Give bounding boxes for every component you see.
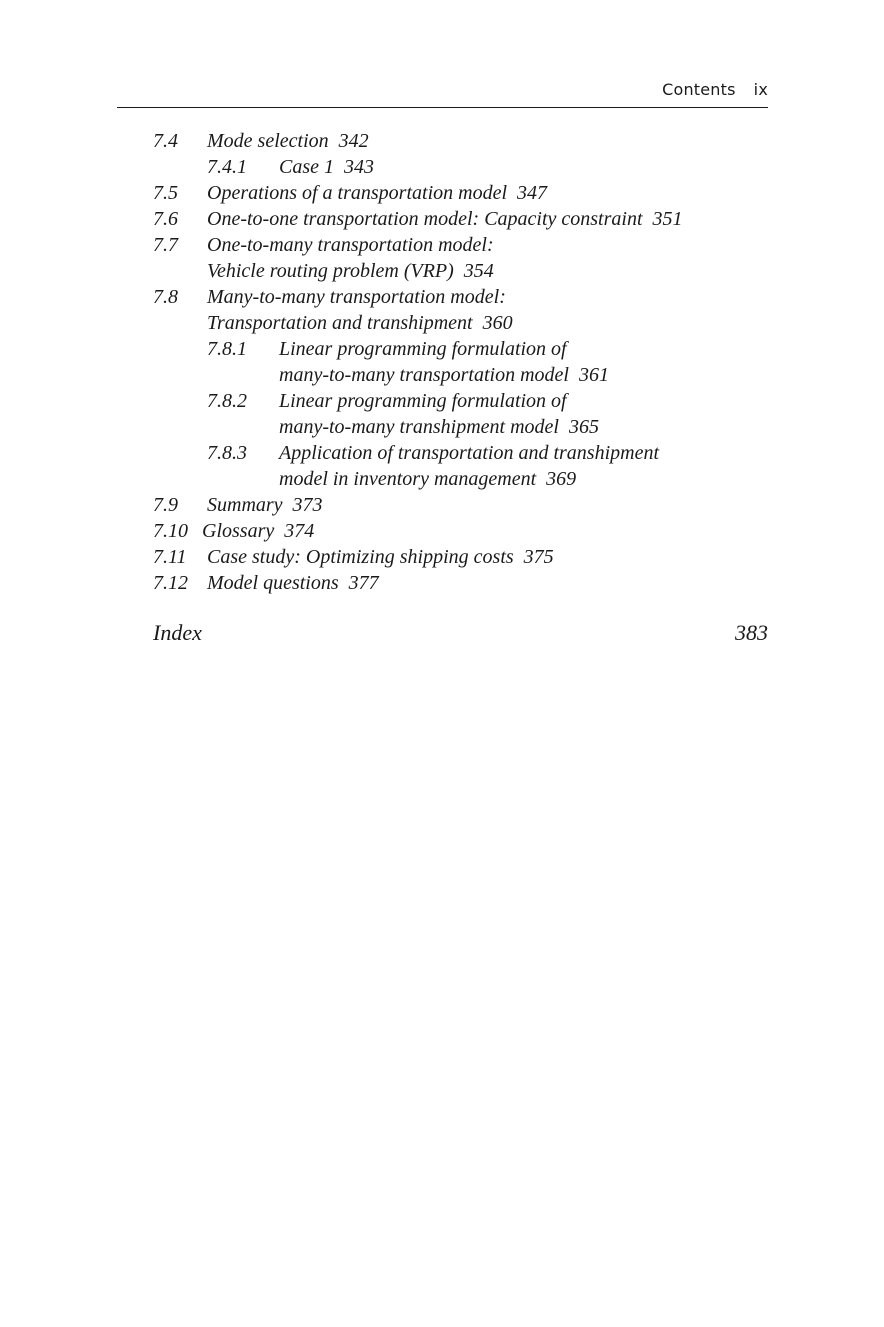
toc-entry-number: 7.8 — [153, 286, 178, 308]
running-head-title: Contents — [662, 80, 736, 99]
toc-entry-page: 360 — [482, 312, 513, 334]
toc-entry-title: Case study: Optimizing shipping costs — [207, 546, 514, 568]
toc-entry-number: 7.9 — [153, 494, 178, 516]
toc-entry-number: 7.7 — [153, 234, 178, 256]
index-page: 383 — [735, 620, 768, 645]
toc-entry-continuation — [279, 414, 599, 440]
toc-entry-title: One-to-one transportation model: Capacity constraint — [207, 208, 643, 230]
toc-entry-title-line1: Many-to-many transportation model: — [207, 286, 506, 308]
toc-entry-number: 7.4 — [153, 130, 178, 152]
toc-entry-continuation — [279, 466, 576, 492]
toc-entry-title-line2: Vehicle routing problem (VRP) — [207, 260, 454, 282]
index-title: Index — [153, 620, 202, 645]
toc-entry-title-line2: model in inventory management — [279, 468, 537, 490]
toc-entry-page: 347 — [517, 182, 548, 204]
toc-entry-page: 375 — [523, 546, 554, 568]
toc-entry-number: 7.8.2 — [207, 390, 247, 412]
toc-entry-page: 342 — [338, 130, 369, 152]
toc-entry-title-line2: many-to-many transhipment model — [279, 416, 559, 438]
toc-entry-page: 374 — [284, 520, 315, 542]
toc-entry-number: 7.4.1 — [207, 156, 247, 178]
toc-entry-title-line2: many-to-many transportation model — [279, 364, 569, 386]
toc-entry-number: 7.6 — [153, 208, 178, 230]
toc-entry-title-line1: Application of transportation and transhipment — [279, 442, 660, 464]
toc-entry-page: 354 — [463, 260, 494, 282]
toc-entry-page: 373 — [292, 494, 323, 516]
toc-entry-title-line2: Transportation and transhipment — [207, 312, 473, 334]
toc-entry-title-line1: One-to-many transportation model: — [207, 234, 494, 256]
toc-entry-continuation — [207, 258, 494, 284]
toc-entry-title: Summary — [207, 494, 283, 516]
toc-entry-title-line1: Linear programming formulation of — [279, 390, 567, 412]
toc-entry-title: Model questions — [207, 572, 339, 594]
toc-entry-page: 377 — [348, 572, 379, 594]
toc-entry-page: 365 — [568, 416, 599, 438]
toc-entry-title: Mode selection — [207, 130, 329, 152]
toc-entry-title: Glossary — [202, 520, 275, 542]
toc-entry-title-line1: Linear programming formulation of — [279, 338, 567, 360]
toc-entry-page: 343 — [344, 156, 374, 178]
toc-entry-page: 369 — [546, 468, 577, 490]
toc-entry-title: Case 1 — [279, 156, 334, 178]
toc-entry-number: 7.10 — [153, 520, 188, 542]
toc-entry-continuation — [279, 362, 609, 388]
toc-entry-page: 361 — [578, 364, 609, 386]
toc-entry-continuation — [207, 310, 513, 336]
toc-entry-number: 7.8.3 — [207, 442, 247, 464]
toc-entry-number: 7.8.1 — [207, 338, 247, 360]
toc-entry-page: 351 — [652, 208, 683, 230]
toc-entry-title: Operations of a transportation model — [207, 182, 508, 204]
toc-entry-number: 7.11 — [153, 546, 187, 568]
toc-entry-number: 7.5 — [153, 182, 178, 204]
toc-entry-number: 7.12 — [153, 572, 188, 594]
toc-index-entry — [153, 619, 768, 647]
page-number: ix — [753, 80, 768, 99]
